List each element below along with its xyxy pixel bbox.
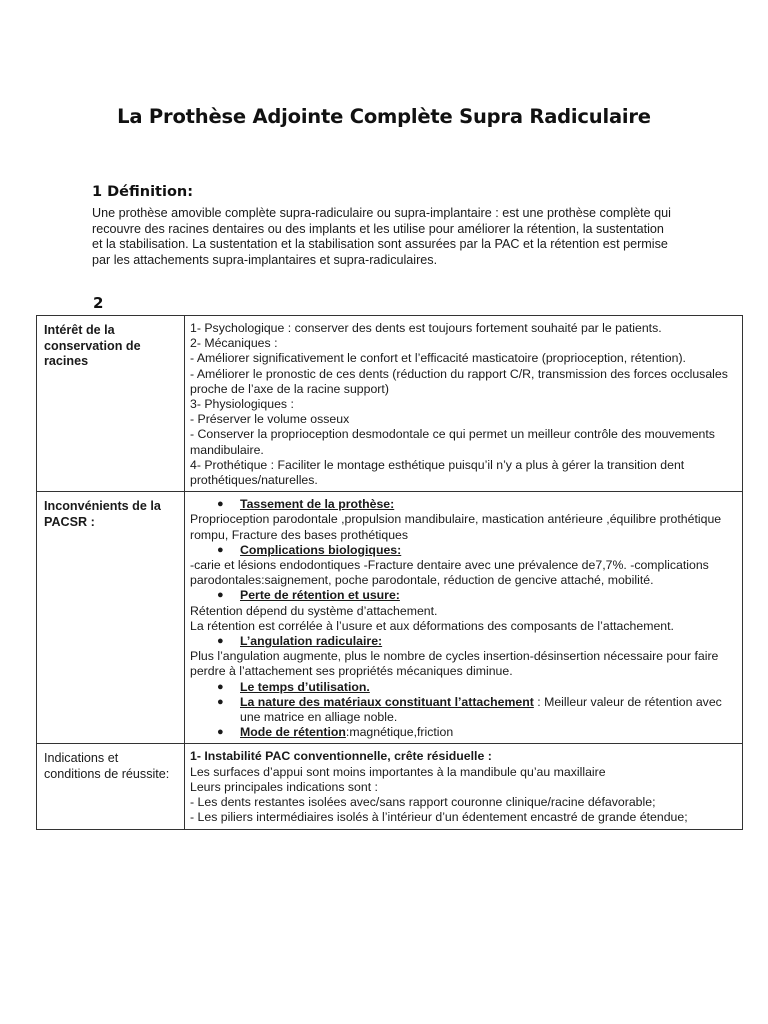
bullet-title: L’angulation radiculaire: <box>240 634 383 649</box>
table-row <box>37 316 743 492</box>
interet-line: - Améliorer significativement le confort et l’efficacité masticatoire (proprioception, rétention). <box>190 351 686 366</box>
row-label-interet: Intérêt de la conservation de racines <box>37 316 185 492</box>
interet-line: 2- Mécaniques : <box>190 336 278 351</box>
document-title: La Prothèse Adjointe Complète Supra Radiculaire <box>117 105 651 128</box>
indications-line: Les surfaces d’appui sont moins importantes à la mandibule qu’au maxillaire <box>190 764 606 779</box>
bullet-dot: ● <box>217 695 224 708</box>
bullet-text: La rétention est corrélée à l’usure et aux déformations des composants de l’attachement. <box>190 618 674 633</box>
indications-line: - Les piliers intermédiaires isolés à l’intérieur d’un édentement encastré de grande étendue; <box>190 810 688 825</box>
table-row <box>37 492 743 744</box>
definition-paragraph: Une prothèse amovible complète supra-radiculaire ou supra-implantaire : est une prothèse complète qui recouvre des racines dentaires ou des implants et les utilise pour améliorer la rétention, la sustentation et la stabilisation. La sustentation et la stabilisation sont assurées par la PAC et la rétention est permise par les attachements supra-implantaires et supra-radiculaires. <box>92 206 671 267</box>
section-number: 2 <box>93 294 104 312</box>
bullet-dot: ● <box>217 635 224 648</box>
interet-line: - Améliorer le pronostic de ces dents (réduction du rapport C/R, transmission des forces occlusales proche de l’axe de la racine support) <box>190 366 728 396</box>
interet-line: 3- Physiologiques : <box>190 397 294 412</box>
bullet-item <box>190 725 738 740</box>
interet-line: - Préserver le volume osseux <box>190 412 350 427</box>
interet-line: 4- Prothétique : Faciliter le montage esthétique puisqu’il n’y a plus à gérer la transition dent prothétiques/naturelles. <box>190 457 685 488</box>
indications-line: Leurs principales indications sont : <box>190 779 378 794</box>
bullet-item <box>190 588 738 603</box>
bullet-dot: ● <box>217 726 224 739</box>
info-table <box>36 315 743 830</box>
bullet-content <box>240 695 738 725</box>
bullet-title: Perte de rétention et usure: <box>240 588 400 603</box>
row-label-inconvenients: Inconvénients de la PACSR : <box>37 492 185 744</box>
bullet-text: Plus l’angulation augmente, plus le nombre de cycles insertion-désinsertion nécessaire pour faire perdre à l’attachement ses propriétés mécaniques diminue. <box>190 649 719 679</box>
indications-heading: 1- Instabilité PAC conventionnelle, crête résiduelle : <box>190 749 492 764</box>
bullet-title: Tassement de la prothèse: <box>240 497 395 512</box>
bullet-text: Proprioception parodontale ,propulsion mandibulaire, mastication antérieure ,équilibre prothétique rompu, Fracture des bases prothétiques <box>190 512 722 542</box>
bullet-title: La nature des matériaux constituant l’attachement <box>240 694 534 709</box>
table-row <box>37 744 743 829</box>
bullet-text: :magnétique,friction <box>345 725 454 740</box>
bullet-dot: ● <box>217 498 224 511</box>
bullet-title: Le temps d’utilisation. <box>240 679 370 694</box>
bullet-item <box>190 695 738 725</box>
bullet-text: -carie et lésions endodontiques -Fracture dentaire avec une prévalence de7,7%. -complications parodontales:saignement, poche parodontale, réduction de gencive attaché, mobilité. <box>190 558 709 588</box>
interet-line: - Conserver la proprioception desmodontale ce qui permet un meilleur contrôle des mouvements mandibulaire. <box>190 427 715 457</box>
bullet-title: Mode de rétention <box>240 725 346 740</box>
bullet-item <box>190 543 738 558</box>
bullet-content <box>240 725 738 740</box>
indications-line: - Les dents restantes isolées avec/sans rapport couronne clinique/racine défavorable; <box>190 795 656 810</box>
bullet-item <box>190 497 738 512</box>
definition-heading: 1 Définition: <box>92 184 194 200</box>
bullet-dot: ● <box>217 543 224 556</box>
row-content-inconvenients <box>185 492 743 744</box>
bullet-dot: ● <box>217 680 224 693</box>
bullet-title: Complications biologiques: <box>240 542 402 557</box>
bullet-text: Rétention dépend du système d’attachement. <box>190 603 438 618</box>
bullet-item <box>190 634 738 649</box>
bullet-item <box>190 680 738 695</box>
row-label-indications: Indications et conditions de réussite: <box>37 744 185 829</box>
bullet-dot: ● <box>217 589 224 602</box>
interet-line: 1- Psychologique : conserver des dents est toujours fortement souhaité par le patients. <box>190 321 662 335</box>
row-content-interet <box>185 316 743 492</box>
bullet-text: : Meilleur valeur de rétention avec une matrice en alliage noble. <box>240 694 722 725</box>
row-content-indications <box>185 744 743 829</box>
